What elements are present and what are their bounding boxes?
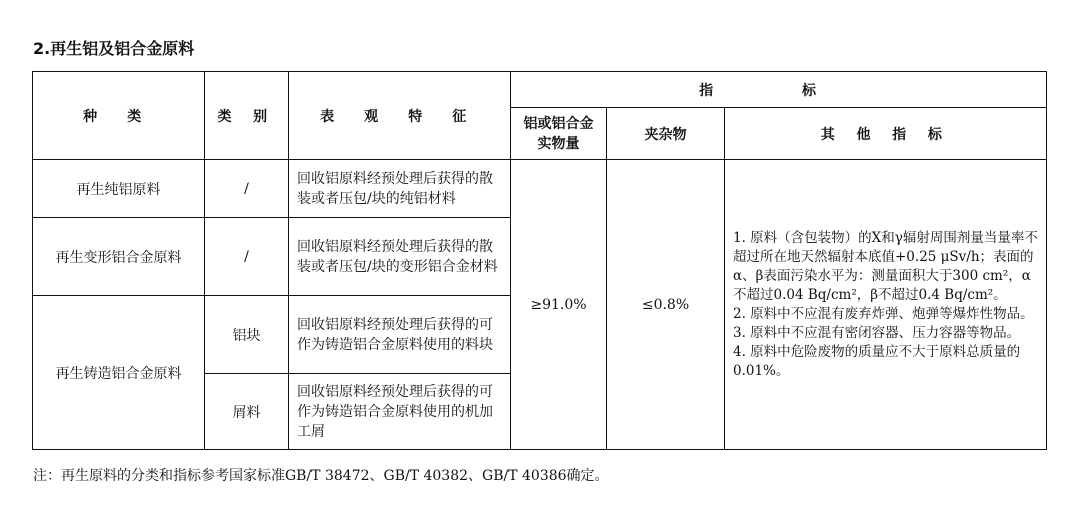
other-item: 2. 原料中不应混有废弃炸弹、炮弹等爆炸性物品。 (733, 305, 1034, 322)
other-indicators (725, 160, 1047, 450)
table-row (33, 160, 1047, 218)
impurity-value: ≤0.8% (607, 160, 725, 450)
appearance-cell: 回收铝原料经预处理后获得的散装或者压包/块的纯铝材料 (289, 160, 511, 218)
category-cell: 屑料 (205, 374, 289, 450)
category-cell: 铝块 (205, 296, 289, 374)
appearance-cell: 回收铝原料经预处理后获得的可作为铸造铝合金原料使用的机加工屑 (289, 374, 511, 450)
header-other: 其 他 指 标 (725, 108, 1047, 160)
category-cell: / (205, 218, 289, 296)
header-indicators: 指 标 (511, 72, 1047, 108)
kind-cell: 再生变形铝合金原料 (33, 218, 205, 296)
specification-table (32, 71, 1047, 450)
header-content: 铝或铝合金 实物量 (511, 108, 607, 160)
kind-cell: 再生纯铝原料 (33, 160, 205, 218)
content-value: ≥91.0% (511, 160, 607, 450)
category-cell: / (205, 160, 289, 218)
other-item: 3. 原料中不应混有密闭容器、压力容器等物品。 (733, 324, 1021, 341)
section-heading: 2.再生铝及铝合金原料 (33, 39, 195, 58)
kind-cell: 再生铸造铝合金原料 (33, 296, 205, 450)
header-impurity: 夹杂物 (607, 108, 725, 160)
header-category: 类 别 (205, 72, 289, 160)
other-item: 4. 原料中危险废物的质量应不大于原料总质量的0.01%。 (733, 343, 1021, 379)
appearance-cell: 回收铝原料经预处理后获得的可作为铸造铝合金原料使用的料块 (289, 296, 511, 374)
other-item: 1. 原料（含包装物）的X和γ辐射周围剂量当量率不超过所在地天然辐射本底值+0.25 μSv/h；表面的α、β表面污染水平为：测量面积大于300 cm²，α不超过0.04 Bq/cm²，β不超过0.4 Bq/cm²。 (733, 229, 1038, 303)
header-kind: 种 类 (33, 72, 205, 160)
footnote: 注：再生原料的分类和指标参考国家标准GB/T 38472、GB/T 40382、GB/T 40386确定。 (33, 468, 609, 484)
appearance-cell: 回收铝原料经预处理后获得的散装或者压包/块的变形铝合金材料 (289, 218, 511, 296)
header-appearance: 表 观 特 征 (289, 72, 511, 160)
